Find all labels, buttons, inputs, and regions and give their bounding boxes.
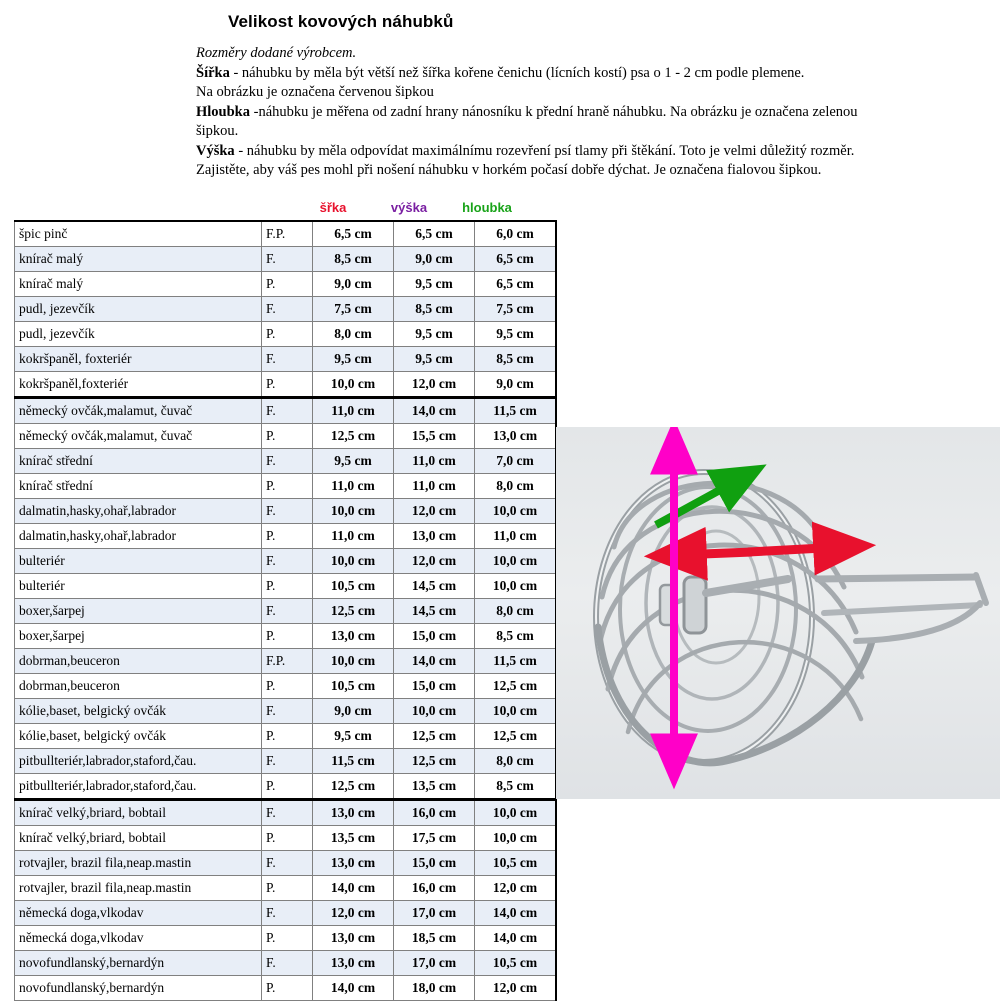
cell-fp: P. — [262, 926, 313, 951]
table-row — [15, 826, 557, 851]
cell-fp: F.P. — [262, 221, 313, 247]
cell-breed: knírač střední — [15, 474, 262, 499]
cell-vyska: 14,5 cm — [394, 599, 475, 624]
intro-paragraph-red-arrow: Na obrázku je označena červenou šipkou — [196, 84, 434, 100]
cell-hloubka: 9,0 cm — [475, 372, 557, 398]
table-row — [15, 424, 557, 449]
table-row — [15, 297, 557, 322]
cell-vyska: 12,0 cm — [394, 372, 475, 398]
intro-text-vyska: - náhubku by měla odpovídat maximálnímu rozevření psí tlamy při štěkání. Toto je velmi důležitý rozměr. Zajistěte, aby váš pes mohl při nošení náhubku v horkém počasí dobře dýchat. Je označena fialovou šipkou. — [196, 142, 855, 178]
cell-fp: P. — [262, 876, 313, 901]
cell-breed: rotvajler, brazil fila,neap.mastin — [15, 851, 262, 876]
cell-fp: F.P. — [262, 649, 313, 674]
cell-sirka: 7,5 cm — [313, 297, 394, 322]
cell-breed: pudl, jezevčík — [15, 297, 262, 322]
cell-fp: F. — [262, 398, 313, 424]
cell-breed: boxer,šarpej — [15, 624, 262, 649]
cell-hloubka: 8,5 cm — [475, 347, 557, 372]
cell-vyska: 12,0 cm — [394, 499, 475, 524]
cell-fp: P. — [262, 424, 313, 449]
cell-sirka: 10,5 cm — [313, 574, 394, 599]
cell-hloubka: 6,0 cm — [475, 221, 557, 247]
cell-sirka: 13,0 cm — [313, 624, 394, 649]
cell-breed: pitbullteriér,labrador,staford,čau. — [15, 774, 262, 800]
cell-fp: P. — [262, 774, 313, 800]
cell-vyska: 18,0 cm — [394, 976, 475, 1001]
cell-vyska: 9,5 cm — [394, 347, 475, 372]
cell-fp: F. — [262, 699, 313, 724]
cell-sirka: 13,0 cm — [313, 951, 394, 976]
cell-vyska: 12,5 cm — [394, 724, 475, 749]
cell-vyska: 8,5 cm — [394, 297, 475, 322]
cell-sirka: 11,0 cm — [313, 524, 394, 549]
cell-hloubka: 10,0 cm — [475, 699, 557, 724]
cell-hloubka: 7,5 cm — [475, 297, 557, 322]
intro-line-italic: Rozměry dodané výrobcem. — [196, 45, 357, 61]
table-row — [15, 499, 557, 524]
intro-label-vyska: Výška — [196, 142, 235, 159]
cell-breed: kokršpaněl, foxteriér — [15, 347, 262, 372]
cell-vyska: 9,0 cm — [394, 247, 475, 272]
cell-hloubka: 14,0 cm — [475, 901, 557, 926]
cell-sirka: 12,0 cm — [313, 901, 394, 926]
table-row — [15, 221, 557, 247]
cell-hloubka: 9,5 cm — [475, 322, 557, 347]
cell-fp: F. — [262, 449, 313, 474]
table-row — [15, 674, 557, 699]
cell-hloubka: 6,5 cm — [475, 247, 557, 272]
table-row — [15, 876, 557, 901]
table-row — [15, 272, 557, 297]
size-table-container — [14, 220, 538, 1001]
cell-breed: pitbullteriér,labrador,staford,čau. — [15, 749, 262, 774]
cell-hloubka: 10,5 cm — [475, 951, 557, 976]
table-row — [15, 574, 557, 599]
cell-fp: P. — [262, 322, 313, 347]
cell-vyska: 13,5 cm — [394, 774, 475, 800]
cell-sirka: 8,0 cm — [313, 322, 394, 347]
table-row — [15, 474, 557, 499]
cell-breed: bulteriér — [15, 549, 262, 574]
cell-fp: F. — [262, 851, 313, 876]
column-header-hloubka: hloubka — [462, 200, 512, 215]
cell-sirka: 12,5 cm — [313, 424, 394, 449]
table-row — [15, 372, 557, 398]
cell-breed: knírač střední — [15, 449, 262, 474]
cell-breed: kólie,baset, belgický ovčák — [15, 699, 262, 724]
cell-hloubka: 10,0 cm — [475, 499, 557, 524]
cell-sirka: 11,5 cm — [313, 749, 394, 774]
table-row — [15, 624, 557, 649]
cell-hloubka: 8,0 cm — [475, 474, 557, 499]
cell-fp: P. — [262, 474, 313, 499]
table-row — [15, 951, 557, 976]
cell-fp: F. — [262, 901, 313, 926]
table-row — [15, 851, 557, 876]
table-row — [15, 524, 557, 549]
cell-fp: F. — [262, 951, 313, 976]
cell-breed: boxer,šarpej — [15, 599, 262, 624]
cell-hloubka: 11,5 cm — [475, 398, 557, 424]
cell-breed: německý ovčák,malamut, čuvač — [15, 424, 262, 449]
intro-text-block — [196, 44, 886, 181]
cell-sirka: 10,0 cm — [313, 549, 394, 574]
cell-hloubka: 11,5 cm — [475, 649, 557, 674]
cell-fp: P. — [262, 272, 313, 297]
cell-vyska: 12,0 cm — [394, 549, 475, 574]
cell-breed: německá doga,vlkodav — [15, 901, 262, 926]
cell-fp: F. — [262, 549, 313, 574]
intro-paragraph-hloubka — [196, 103, 886, 142]
cell-hloubka: 8,0 cm — [475, 749, 557, 774]
table-row — [15, 901, 557, 926]
muzzle-illustration — [556, 427, 1000, 799]
cell-breed: knírač velký,briard, bobtail — [15, 826, 262, 851]
size-table — [14, 220, 557, 1001]
cell-breed: pudl, jezevčík — [15, 322, 262, 347]
cell-breed: dalmatin,hasky,ohař,labrador — [15, 524, 262, 549]
cell-sirka: 8,5 cm — [313, 247, 394, 272]
cell-fp: P. — [262, 624, 313, 649]
table-row — [15, 649, 557, 674]
cell-breed: knírač malý — [15, 247, 262, 272]
table-row — [15, 347, 557, 372]
cell-fp: F. — [262, 297, 313, 322]
cell-sirka: 14,0 cm — [313, 876, 394, 901]
cell-vyska: 13,0 cm — [394, 524, 475, 549]
table-row — [15, 976, 557, 1001]
cell-sirka: 13,0 cm — [313, 800, 394, 826]
cell-fp: P. — [262, 674, 313, 699]
column-header-vyska: výška — [390, 200, 428, 215]
sirka-arrow — [748, 547, 842, 552]
intro-label-sirka: Šířka — [196, 64, 230, 81]
cell-fp: F. — [262, 800, 313, 826]
cell-hloubka: 13,0 cm — [475, 424, 557, 449]
cell-hloubka: 10,5 cm — [475, 851, 557, 876]
table-row — [15, 599, 557, 624]
table-row — [15, 322, 557, 347]
cell-vyska: 18,5 cm — [394, 926, 475, 951]
cell-sirka: 13,0 cm — [313, 926, 394, 951]
intro-paragraph-sirka — [196, 64, 886, 84]
cell-hloubka: 8,5 cm — [475, 774, 557, 800]
cell-sirka: 12,5 cm — [313, 599, 394, 624]
cell-fp: F. — [262, 599, 313, 624]
column-header-sirka: šřka — [319, 200, 347, 215]
cell-fp: P. — [262, 372, 313, 398]
cell-sirka: 13,0 cm — [313, 851, 394, 876]
cell-vyska: 15,0 cm — [394, 851, 475, 876]
cell-sirka: 9,5 cm — [313, 449, 394, 474]
cell-vyska: 15,0 cm — [394, 674, 475, 699]
cell-sirka: 9,0 cm — [313, 272, 394, 297]
cell-fp: P. — [262, 826, 313, 851]
cell-hloubka: 14,0 cm — [475, 926, 557, 951]
cell-breed: knírač velký,briard, bobtail — [15, 800, 262, 826]
cell-sirka: 14,0 cm — [313, 976, 394, 1001]
cell-sirka: 9,5 cm — [313, 724, 394, 749]
cell-sirka: 10,0 cm — [313, 499, 394, 524]
page-title: Velikost kovových náhubků — [228, 12, 454, 31]
cell-breed: novofundlanský,bernardýn — [15, 976, 262, 1001]
intro-paragraph-vyska — [196, 142, 886, 181]
table-row — [15, 926, 557, 951]
cell-vyska: 12,5 cm — [394, 749, 475, 774]
cell-breed: novofundlanský,bernardýn — [15, 951, 262, 976]
cell-fp: F. — [262, 749, 313, 774]
cell-sirka: 10,0 cm — [313, 372, 394, 398]
table-row — [15, 749, 557, 774]
cell-vyska: 11,0 cm — [394, 449, 475, 474]
cell-sirka: 10,0 cm — [313, 649, 394, 674]
cell-fp: F. — [262, 247, 313, 272]
cell-sirka: 9,5 cm — [313, 347, 394, 372]
cell-vyska: 16,0 cm — [394, 800, 475, 826]
table-row — [15, 549, 557, 574]
table-row — [15, 774, 557, 800]
cell-fp: F. — [262, 347, 313, 372]
cell-breed: dalmatin,hasky,ohař,labrador — [15, 499, 262, 524]
cell-hloubka: 10,0 cm — [475, 549, 557, 574]
cell-breed: bulteriér — [15, 574, 262, 599]
cell-hloubka: 8,0 cm — [475, 599, 557, 624]
cell-fp: P. — [262, 976, 313, 1001]
cell-breed: kólie,baset, belgický ovčák — [15, 724, 262, 749]
cell-fp: P. — [262, 574, 313, 599]
cell-breed: dobrman,beuceron — [15, 649, 262, 674]
table-row — [15, 449, 557, 474]
cell-sirka: 11,0 cm — [313, 398, 394, 424]
table-row — [15, 724, 557, 749]
cell-breed: dobrman,beuceron — [15, 674, 262, 699]
cell-hloubka: 8,5 cm — [475, 624, 557, 649]
sirka-arrow-left — [678, 552, 752, 555]
cell-vyska: 14,0 cm — [394, 649, 475, 674]
cell-breed: rotvajler, brazil fila,neap.mastin — [15, 876, 262, 901]
cell-vyska: 16,0 cm — [394, 876, 475, 901]
cell-breed: knírač malý — [15, 272, 262, 297]
cell-vyska: 14,5 cm — [394, 574, 475, 599]
cell-sirka: 6,5 cm — [313, 221, 394, 247]
cell-vyska: 15,5 cm — [394, 424, 475, 449]
cell-vyska: 10,0 cm — [394, 699, 475, 724]
cell-vyska: 17,5 cm — [394, 826, 475, 851]
cell-vyska: 9,5 cm — [394, 272, 475, 297]
cell-vyska: 9,5 cm — [394, 322, 475, 347]
cell-vyska: 17,0 cm — [394, 951, 475, 976]
cell-breed: německá doga,vlkodav — [15, 926, 262, 951]
cell-sirka: 9,0 cm — [313, 699, 394, 724]
cell-fp: P. — [262, 724, 313, 749]
table-row — [15, 247, 557, 272]
cell-sirka: 11,0 cm — [313, 474, 394, 499]
cell-hloubka: 12,0 cm — [475, 876, 557, 901]
cell-hloubka: 7,0 cm — [475, 449, 557, 474]
cell-hloubka: 12,0 cm — [475, 976, 557, 1001]
cell-vyska: 6,5 cm — [394, 221, 475, 247]
cell-fp: F. — [262, 499, 313, 524]
cell-sirka: 13,5 cm — [313, 826, 394, 851]
cell-hloubka: 10,0 cm — [475, 826, 557, 851]
cell-breed: německý ovčák,malamut, čuvač — [15, 398, 262, 424]
cell-hloubka: 12,5 cm — [475, 724, 557, 749]
intro-label-hloubka: Hloubka — [196, 103, 250, 120]
cell-vyska: 17,0 cm — [394, 901, 475, 926]
cell-breed: kokršpaněl,foxteriér — [15, 372, 262, 398]
cell-hloubka: 10,0 cm — [475, 800, 557, 826]
cell-sirka: 10,5 cm — [313, 674, 394, 699]
table-row — [15, 398, 557, 424]
cell-vyska: 14,0 cm — [394, 398, 475, 424]
intro-text-sirka: - náhubku by měla být větší než šířka kořene čenichu (lícních kostí) psa o 1 - 2 cm podle plemene. — [229, 64, 805, 81]
cell-hloubka: 11,0 cm — [475, 524, 557, 549]
cell-vyska: 15,0 cm — [394, 624, 475, 649]
cell-hloubka: 10,0 cm — [475, 574, 557, 599]
cell-vyska: 11,0 cm — [394, 474, 475, 499]
cell-hloubka: 6,5 cm — [475, 272, 557, 297]
cell-hloubka: 12,5 cm — [475, 674, 557, 699]
table-row — [15, 800, 557, 826]
cell-breed: špic pinč — [15, 221, 262, 247]
cell-fp: P. — [262, 524, 313, 549]
intro-text-hloubka: -náhubku je měřena od zadní hrany nánosníku k přední hraně náhubku. Na obrázku je označena zelenou šipkou. — [196, 103, 858, 139]
cell-sirka: 12,5 cm — [313, 774, 394, 800]
table-row — [15, 699, 557, 724]
